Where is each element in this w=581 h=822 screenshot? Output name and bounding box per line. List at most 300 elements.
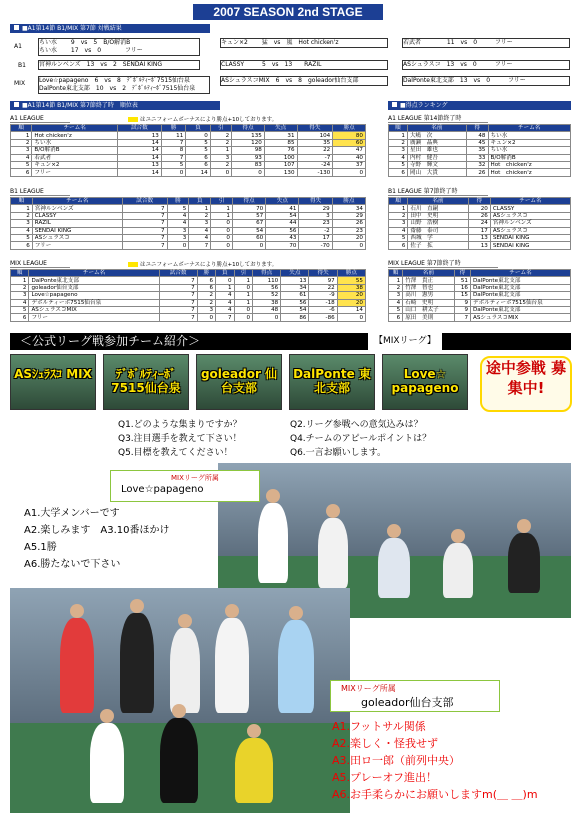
a1-scorer-row bbox=[389, 132, 571, 139]
b1-table-row bbox=[11, 220, 366, 227]
table-cell: 6 bbox=[11, 169, 32, 176]
column-header: 引 bbox=[234, 270, 252, 277]
b1-match-3: ASシュラスコ 13 vs 0 フリー bbox=[403, 61, 513, 68]
table-cell: 2 bbox=[389, 212, 408, 219]
table-cell: CLASSY bbox=[490, 205, 570, 212]
table-cell: 3 bbox=[11, 292, 29, 299]
player-name-cell: 星田 雄也 bbox=[407, 147, 466, 154]
table-cell: 6 bbox=[11, 314, 29, 321]
love-answer-1: A1.大学メンバーです bbox=[24, 508, 120, 519]
table-cell: 14 bbox=[117, 147, 161, 154]
column-header: チーム名 bbox=[488, 125, 571, 132]
table-cell: 4 bbox=[389, 299, 403, 306]
a1-match-2: ちい水 17 vs 0 フリー bbox=[39, 47, 143, 54]
question-4: Q4.チームのアピールポイントは？ bbox=[290, 434, 432, 444]
column-header: 勝点 bbox=[333, 125, 366, 132]
table-cell: 8 bbox=[161, 147, 185, 154]
table-cell: 3 bbox=[189, 220, 211, 227]
table-cell: 7 bbox=[122, 227, 167, 234]
table-cell: -86 bbox=[309, 314, 337, 321]
table-cell: 7 bbox=[159, 314, 197, 321]
column-header: 名前 bbox=[403, 270, 455, 277]
table-header-row bbox=[11, 125, 366, 132]
player-name-cell: 田中 史明 bbox=[408, 212, 468, 219]
a1-match-center bbox=[220, 38, 388, 48]
team-name-cell: ASシュラスコMIX bbox=[29, 306, 159, 313]
table-cell: 60 bbox=[333, 139, 366, 146]
table-cell: 0 bbox=[211, 227, 233, 234]
table-cell: 2 bbox=[210, 139, 231, 146]
table-cell: 4 bbox=[167, 220, 189, 227]
table-cell: 1 bbox=[211, 212, 233, 219]
table-cell: 31 bbox=[264, 132, 297, 139]
column-header: 順 bbox=[11, 270, 29, 277]
table-cell: -18 bbox=[309, 299, 337, 306]
table-cell: 83 bbox=[232, 161, 265, 168]
table-cell: 4 bbox=[11, 154, 32, 161]
player-name-cell: 石川 直嗣 bbox=[408, 205, 468, 212]
team-intro-heading: ＜公式リーグ戦参加チーム紹介＞ bbox=[20, 334, 201, 348]
scorers-label: ■得点ランキング bbox=[400, 102, 448, 109]
table-cell: 1 bbox=[389, 205, 408, 212]
column-header: 順 bbox=[389, 198, 408, 205]
table-cell: 5 bbox=[161, 161, 185, 168]
table-cell: 45 bbox=[466, 139, 488, 146]
b1-match-center bbox=[220, 60, 388, 70]
team-name-cell: フリー bbox=[32, 242, 122, 249]
table-cell: 3 bbox=[210, 154, 231, 161]
table-cell: 86 bbox=[281, 314, 309, 321]
table-cell: 0 bbox=[167, 242, 189, 249]
bonus-note-1 bbox=[128, 115, 277, 123]
column-header: 勝点 bbox=[337, 270, 365, 277]
love-answer-2: A2.楽しみます A3.10番ほかけ bbox=[24, 525, 170, 536]
table-cell: 23 bbox=[332, 227, 365, 234]
table-cell: 76 bbox=[264, 147, 297, 154]
table-cell: 宮神ルンベンズ bbox=[490, 220, 570, 227]
mix-match-center bbox=[220, 76, 388, 86]
table-cell: 56 bbox=[253, 284, 281, 291]
goleador-name: goleador仙台支部 bbox=[361, 696, 454, 709]
table-cell: 7 bbox=[122, 212, 167, 219]
table-cell: DalPonte東北支部 bbox=[471, 306, 571, 313]
mix-league-title: MIX LEAGUE bbox=[10, 260, 70, 268]
table-cell: DalPonte東北支部 bbox=[471, 284, 571, 291]
b1-scorer-row bbox=[389, 220, 571, 227]
mix-table-row bbox=[11, 277, 366, 284]
player-name-cell: 竹澤 貴正 bbox=[403, 277, 455, 284]
team-card-goleador: goleador 仙台支部 bbox=[196, 354, 282, 410]
column-header: 得点 bbox=[232, 198, 265, 205]
mix-scorer-row bbox=[389, 306, 571, 313]
table-cell: 6 bbox=[11, 242, 33, 249]
table-cell: 47 bbox=[333, 147, 366, 154]
table-cell: -24 bbox=[297, 161, 333, 168]
team-name-cell: フリー bbox=[29, 314, 159, 321]
table-cell: 0 bbox=[333, 169, 366, 176]
player-name-cell: 寺野 輝文 bbox=[407, 161, 466, 168]
column-header: 得失 bbox=[309, 270, 337, 277]
team-name-cell: ASシュラスコ bbox=[32, 234, 122, 241]
a1-standings-table bbox=[10, 124, 366, 177]
table-cell: SENDAI KING bbox=[490, 242, 570, 249]
table-cell: 0 bbox=[186, 132, 210, 139]
table-cell: 97 bbox=[309, 277, 337, 284]
table-cell: 13 bbox=[281, 277, 309, 284]
column-header: 試合数 bbox=[117, 125, 161, 132]
column-header: 失点 bbox=[266, 198, 299, 205]
a1-league-title: A1 LEAGUE bbox=[10, 115, 70, 123]
player-name-cell: 山野 浩樹 bbox=[408, 220, 468, 227]
table-cell: ちい水 bbox=[488, 132, 571, 139]
a1-match-4: 若武者 11 vs 0 フリー bbox=[403, 39, 513, 46]
bonus-swatch bbox=[128, 262, 138, 267]
recruit-badge: 途中参戦 募集中! bbox=[480, 356, 572, 412]
table-cell: 104 bbox=[297, 132, 333, 139]
b1-scorer-row bbox=[389, 234, 571, 241]
column-header: 負 bbox=[186, 125, 210, 132]
table-cell: 43 bbox=[266, 234, 299, 241]
table-cell: 5 bbox=[389, 234, 408, 241]
column-header: 順 bbox=[11, 125, 32, 132]
table-cell: 4 bbox=[11, 299, 29, 306]
table-cell: 4 bbox=[189, 227, 211, 234]
b1-table-row bbox=[11, 234, 366, 241]
table-cell: 40 bbox=[333, 154, 366, 161]
table-cell: 20 bbox=[332, 234, 365, 241]
table-cell: 5 bbox=[167, 205, 189, 212]
column-header: 引 bbox=[211, 198, 233, 205]
player-name-cell: 山口 耕太子 bbox=[403, 306, 455, 313]
a1-match-left bbox=[38, 38, 200, 56]
table-cell: 0 bbox=[234, 314, 252, 321]
player-name-cell: 齋藤 泰司 bbox=[408, 227, 468, 234]
table-cell: 17 bbox=[299, 234, 332, 241]
table-cell: 130 bbox=[264, 169, 297, 176]
b1-scorer-row bbox=[389, 212, 571, 219]
table-cell: 4 bbox=[216, 299, 234, 306]
love-answer-4: A6.勝たないで下さい bbox=[24, 559, 121, 570]
table-header-row bbox=[389, 198, 571, 205]
b1-match-left bbox=[38, 60, 200, 70]
table-cell: ASシュラスコ bbox=[490, 212, 570, 219]
mix-league-tag: 【MIXリーグ】 bbox=[368, 333, 442, 350]
table-cell: 1 bbox=[210, 147, 231, 154]
a1-scorer-row bbox=[389, 147, 571, 154]
table-cell: 6 bbox=[197, 284, 215, 291]
table-cell: 5 bbox=[389, 306, 403, 313]
table-cell: 2 bbox=[197, 299, 215, 306]
column-header: 引 bbox=[210, 125, 231, 132]
player-name-cell: 廣瀬 晶典 bbox=[407, 139, 466, 146]
table-header-row bbox=[11, 270, 366, 277]
table-cell: 0 bbox=[234, 284, 252, 291]
table-cell: 44 bbox=[266, 220, 299, 227]
table-cell: 0 bbox=[232, 169, 265, 176]
goleador-league: MIXリーグ所属 bbox=[341, 684, 396, 693]
table-cell: 1 bbox=[234, 299, 252, 306]
b1-match-1: 宮神ルンベンズ 13 vs 2 SENDAI KING bbox=[39, 61, 163, 68]
mix-match-3: ASシュラスコMIX 6 vs 8 goleador仙台支部 bbox=[221, 77, 359, 84]
column-header: 得 bbox=[468, 198, 490, 205]
table-cell: 55 bbox=[337, 277, 365, 284]
goleador-answer-5: A6.お手柔らかにお願いしますm(＿ ＿)m bbox=[332, 788, 538, 801]
table-cell: 56 bbox=[266, 227, 299, 234]
b1-table-row bbox=[11, 212, 366, 219]
table-cell: 13 bbox=[468, 234, 490, 241]
table-cell: 1 bbox=[216, 284, 234, 291]
table-cell: キュン×2 bbox=[488, 139, 571, 146]
table-cell: 48 bbox=[466, 132, 488, 139]
b1-scorer-row bbox=[389, 205, 571, 212]
team-card-dalponte: DalPonte 東北支部 bbox=[289, 354, 375, 410]
table-cell: 110 bbox=[253, 277, 281, 284]
table-cell: 1 bbox=[389, 132, 408, 139]
table-cell: 0 bbox=[337, 314, 365, 321]
table-cell: 17 bbox=[468, 227, 490, 234]
b1-table-row bbox=[11, 227, 366, 234]
table-cell: 48 bbox=[253, 306, 281, 313]
table-cell: 26 bbox=[468, 212, 490, 219]
a1-scorer-row bbox=[389, 154, 571, 161]
column-header: チーム名 bbox=[29, 270, 159, 277]
mix-match-4: DalPonte東北支部 13 vs 0 フリー bbox=[403, 77, 526, 84]
table-cell: ASシュラスコ bbox=[490, 227, 570, 234]
b1-league-title: B1 LEAGUE bbox=[10, 188, 70, 196]
column-header: 得 bbox=[454, 270, 470, 277]
table-cell: 3 bbox=[167, 234, 189, 241]
table-cell: 4 bbox=[216, 306, 234, 313]
table-cell: 54 bbox=[266, 212, 299, 219]
goleador-answer-1: A1.フットサル関係 bbox=[332, 720, 426, 733]
table-cell: 4 bbox=[216, 292, 234, 299]
table-cell: 7 bbox=[454, 314, 470, 321]
b1-ranking-title: B1 LEAGUE 第7節終了時 bbox=[388, 188, 488, 196]
table-cell: 38 bbox=[337, 284, 365, 291]
table-cell: 29 bbox=[299, 205, 332, 212]
table-cell: 38 bbox=[253, 299, 281, 306]
table-cell: 7 bbox=[159, 306, 197, 313]
question-3: Q3.注目選手を教えて下さい！ bbox=[118, 434, 242, 444]
table-cell: 7 bbox=[159, 292, 197, 299]
a1-label: A1 bbox=[14, 43, 22, 50]
love-papageno-label bbox=[110, 470, 260, 502]
a1-ranking-title: A1 LEAGUE 第14節終了時 bbox=[388, 115, 488, 123]
table-cell: 3 bbox=[167, 227, 189, 234]
team-name-cell: CLASSY bbox=[32, 212, 122, 219]
table-cell: 107 bbox=[264, 161, 297, 168]
mix-match-left bbox=[38, 76, 210, 94]
bonus-note-2 bbox=[128, 260, 277, 268]
table-cell: 35 bbox=[297, 139, 333, 146]
a1-table-row bbox=[11, 139, 366, 146]
table-cell: 13 bbox=[117, 161, 161, 168]
mix-table-row bbox=[11, 314, 366, 321]
table-cell: 3 bbox=[389, 220, 408, 227]
table-cell: 52 bbox=[253, 292, 281, 299]
mix-table-row bbox=[11, 299, 366, 306]
column-header: 勝点 bbox=[332, 198, 365, 205]
a1-scorer-row bbox=[389, 139, 571, 146]
question-2: Q2.リーグ参戦への意気込みは？ bbox=[290, 420, 423, 430]
mix-scorer-row bbox=[389, 292, 571, 299]
mix-match-1: Love☆papageno 6 vs 8 ﾃﾞﾎﾞﾙﾃｨｰﾎﾞ7515仙台泉 bbox=[39, 77, 191, 84]
table-cell: 41 bbox=[266, 205, 299, 212]
table-cell: 5 bbox=[11, 234, 33, 241]
table-cell: 20 bbox=[337, 292, 365, 299]
table-cell: 14 bbox=[117, 139, 161, 146]
table-cell: 26 bbox=[466, 169, 488, 176]
table-cell: 3 bbox=[299, 212, 332, 219]
table-cell: 20 bbox=[468, 205, 490, 212]
player-name-cell: 竹澤 智也 bbox=[403, 284, 455, 291]
question-1: Q1.どのような集まりですか？ bbox=[118, 420, 242, 430]
table-cell: 6 bbox=[389, 242, 408, 249]
a1-table-row bbox=[11, 161, 366, 168]
scorers-header bbox=[388, 101, 571, 110]
table-cell: 1 bbox=[389, 277, 403, 284]
table-cell: 7 bbox=[216, 314, 234, 321]
mix-scorer-row bbox=[389, 299, 571, 306]
team-name-cell: goleador仙台支部 bbox=[29, 284, 159, 291]
table-cell: 7 bbox=[189, 242, 211, 249]
table-cell: 33 bbox=[466, 154, 488, 161]
table-cell: 4 bbox=[389, 154, 408, 161]
column-header: 得失 bbox=[299, 198, 332, 205]
table-cell: 1 bbox=[11, 132, 32, 139]
table-cell: 35 bbox=[466, 147, 488, 154]
column-header: 順 bbox=[389, 270, 403, 277]
table-cell: 80 bbox=[333, 132, 366, 139]
table-cell: 11 bbox=[161, 132, 185, 139]
team-name-cell: フリー bbox=[32, 169, 117, 176]
love-papageno-league: MIXリーグ所属 bbox=[171, 474, 219, 482]
b1-scorer-row bbox=[389, 227, 571, 234]
table-cell: 13 bbox=[468, 242, 490, 249]
table-cell: 93 bbox=[232, 154, 265, 161]
table-cell: 5 bbox=[11, 161, 32, 168]
column-header: 試合数 bbox=[122, 198, 167, 205]
page-title: 2007 SEASON 2nd STAGE bbox=[193, 4, 383, 20]
player-name-cell: 原田 美則 bbox=[403, 314, 455, 321]
b1-scorer-table bbox=[388, 197, 571, 250]
table-cell: 14 bbox=[186, 169, 210, 176]
table-cell: Hot chicken'z bbox=[488, 161, 571, 168]
b1-standings-table bbox=[10, 197, 366, 250]
goleador-photo bbox=[10, 588, 350, 813]
table-cell: 85 bbox=[264, 139, 297, 146]
bonus-note-text: はユニフォームボーナスにより勝点+10しております。 bbox=[140, 117, 278, 123]
table-cell: -130 bbox=[297, 169, 333, 176]
column-header: 失点 bbox=[281, 270, 309, 277]
table-cell: 2 bbox=[197, 292, 215, 299]
table-cell: 2 bbox=[11, 212, 33, 219]
team-name-cell: B/O解消B bbox=[32, 147, 117, 154]
table-cell: -9 bbox=[309, 292, 337, 299]
table-cell: 14 bbox=[117, 154, 161, 161]
table-cell: 5 bbox=[389, 161, 408, 168]
mix-table-row bbox=[11, 306, 366, 313]
mix-scorer-row bbox=[389, 314, 571, 321]
b1-table-row bbox=[11, 242, 366, 249]
table-cell: DalPonte東北支部 bbox=[471, 277, 571, 284]
b1-match-2: CLASSY 5 vs 13 RAZIL bbox=[221, 61, 322, 68]
column-header: 負 bbox=[216, 270, 234, 277]
column-header: 名前 bbox=[407, 125, 466, 132]
table-cell: 1 bbox=[11, 205, 33, 212]
player-name-cell: 高川 憲男 bbox=[403, 292, 455, 299]
a1-match-1: ちい水 9 vs 5 B/O解消B bbox=[39, 39, 131, 46]
table-cell: 7 bbox=[122, 220, 167, 227]
question-5: Q5.目標を教えてください！ bbox=[118, 448, 233, 458]
table-cell: 7 bbox=[122, 205, 167, 212]
table-cell: 2 bbox=[189, 212, 211, 219]
table-cell: 22 bbox=[309, 284, 337, 291]
table-cell: 120 bbox=[232, 139, 265, 146]
table-cell: 23 bbox=[299, 220, 332, 227]
table-cell: 6 bbox=[186, 154, 210, 161]
table-cell: 2 bbox=[11, 139, 32, 146]
table-cell: 13 bbox=[117, 132, 161, 139]
goleador-answer-3: A3.田ロ一郎（前列中央） bbox=[332, 754, 461, 767]
table-cell: 32 bbox=[466, 161, 488, 168]
match-results-header bbox=[10, 24, 210, 33]
table-cell: 4 bbox=[189, 234, 211, 241]
column-header: 順 bbox=[389, 125, 408, 132]
column-header: チーム名 bbox=[471, 270, 571, 277]
match-results-label: ■A1第14節 B1/MIX 第7節 対戦結果 bbox=[22, 25, 122, 32]
table-cell: 2 bbox=[210, 161, 231, 168]
table-cell: 5 bbox=[186, 147, 210, 154]
table-cell: 4 bbox=[167, 212, 189, 219]
table-cell: 4 bbox=[389, 227, 408, 234]
table-cell: 2 bbox=[389, 139, 408, 146]
table-cell: 0 bbox=[211, 220, 233, 227]
a1-scorer-table bbox=[388, 124, 571, 177]
a1-scorer-row bbox=[389, 161, 571, 168]
column-header: 得点 bbox=[253, 270, 281, 277]
table-cell: 0 bbox=[216, 277, 234, 284]
table-cell: 61 bbox=[281, 292, 309, 299]
table-cell: 3 bbox=[11, 220, 33, 227]
column-header: チーム名 bbox=[490, 198, 570, 205]
table-cell: 0 bbox=[253, 314, 281, 321]
table-cell: 2 bbox=[389, 284, 403, 291]
team-name-cell: ちい水 bbox=[32, 139, 117, 146]
table-cell: 1 bbox=[211, 205, 233, 212]
player-name-cell: 内村 健吾 bbox=[407, 154, 466, 161]
bonus-swatch bbox=[128, 117, 138, 122]
table-cell: -2 bbox=[299, 227, 332, 234]
table-cell: 0 bbox=[332, 242, 365, 249]
mix-standings-table bbox=[10, 269, 366, 322]
table-cell: 34 bbox=[332, 205, 365, 212]
table-cell: 7 bbox=[159, 277, 197, 284]
table-cell: 16 bbox=[454, 284, 470, 291]
table-cell: 34 bbox=[281, 284, 309, 291]
table-cell: 5 bbox=[11, 306, 29, 313]
table-cell: 70 bbox=[266, 242, 299, 249]
team-card-deportivo: ﾃﾞﾎﾞﾙﾃｨｰﾎﾞ 7515仙台泉 bbox=[103, 354, 189, 410]
a1-match-right bbox=[402, 38, 570, 48]
table-header-row bbox=[389, 125, 571, 132]
table-cell: 98 bbox=[232, 147, 265, 154]
table-cell: 0 bbox=[210, 169, 231, 176]
column-header: 負 bbox=[189, 198, 211, 205]
standings-header bbox=[10, 101, 220, 110]
b1-label: B1 bbox=[18, 62, 26, 69]
team-card-asshurasco: ASｼｭﾗｽｺ MIX bbox=[10, 354, 96, 410]
